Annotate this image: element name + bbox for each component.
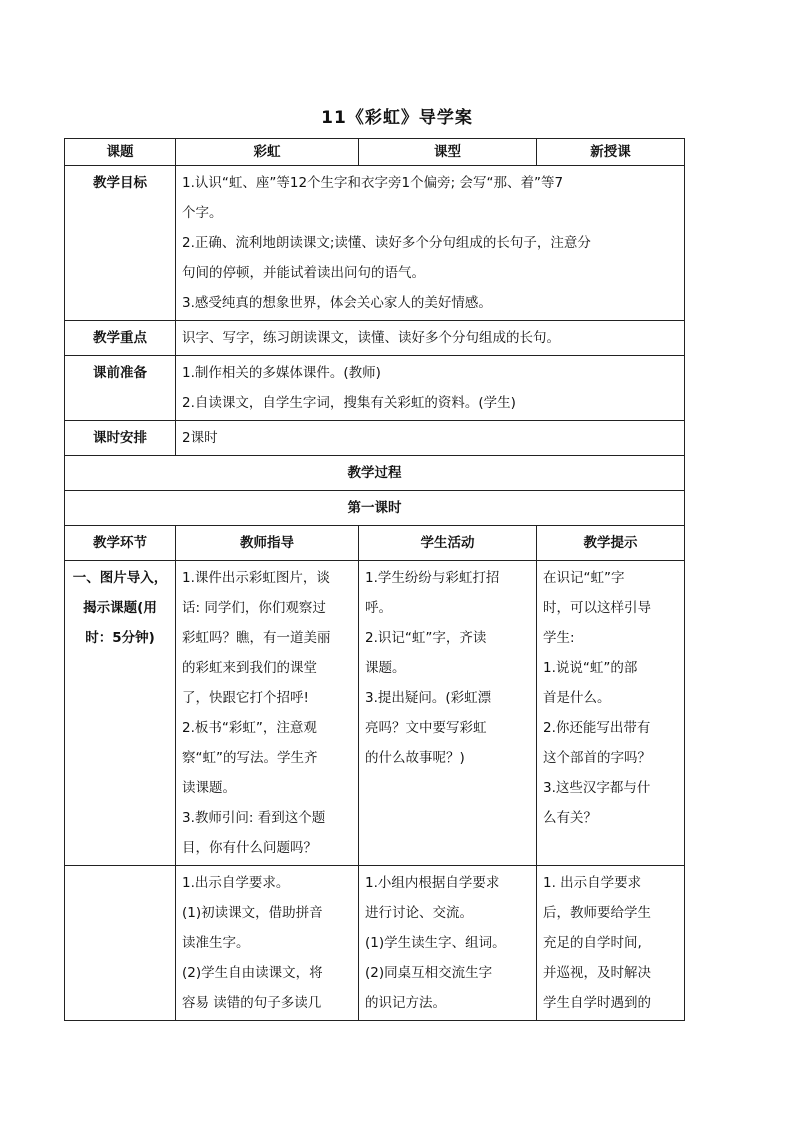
lesson-title-row	[65, 491, 685, 526]
stage1-teacher-line: 彩虹吗？瞧，有一道美丽	[182, 630, 331, 646]
preparation-content	[176, 356, 685, 421]
stage1-name-line: 时：5分钟)	[85, 630, 155, 646]
objectives-label: 教学目标	[65, 166, 176, 321]
stage1-tips	[537, 561, 685, 866]
stage2-tips-line: 并巡视，及时解决	[543, 965, 651, 981]
schedule-label: 课时安排	[65, 421, 176, 456]
stage1-student-line: 亮吗？文中要写彩虹	[365, 720, 487, 736]
stage2-name	[65, 866, 176, 1021]
objectives-content	[176, 166, 685, 321]
topic-value: 彩虹	[176, 139, 359, 166]
objectives-line: 句间的停顿，并能试着读出问句的语气。	[182, 265, 425, 281]
stage2-student	[359, 866, 537, 1021]
preparation-line: 2.自读课文，自学生字词，搜集有关彩虹的资料。(学生)	[182, 395, 516, 411]
page-title: 11《彩虹》导学案	[321, 108, 473, 128]
stage1-tips-line: 时，可以这样引导	[543, 600, 651, 616]
stage2-tips	[537, 866, 685, 1021]
stage1-student-line: 课题。	[365, 660, 406, 676]
stage1-student-line: 2.识记“虹”字，齐读	[365, 630, 487, 646]
stage1-student	[359, 561, 537, 866]
stage2-teacher	[176, 866, 359, 1021]
stage1-teacher-line: 的彩虹来到我们的课堂	[182, 660, 317, 676]
objectives-line: 个字。	[182, 205, 223, 221]
objectives-line: 1.认识“虹、座”等12个生字和衣字旁1个偏旁; 会写“那、着”等7	[182, 175, 564, 191]
stage1-teacher-line: 2.板书“彩虹”，注意观	[182, 720, 317, 736]
stage1-teacher-line: 了，快跟它打个招呼!	[182, 690, 309, 706]
stage1-tips-line: 么有关？	[543, 810, 597, 826]
stage1-teacher-line: 话: 同学们，你们观察过	[182, 600, 326, 616]
lesson-plan-table	[64, 138, 685, 1021]
stage1-student-line: 呼。	[365, 600, 392, 616]
column-header: 教师指导	[176, 526, 359, 561]
stage2-tips-line: 1. 出示自学要求	[543, 875, 642, 891]
stage1-name	[65, 561, 176, 866]
stage2-row	[65, 866, 685, 1021]
objectives-line: 2.正确、流利地朗读课文;读懂、读好多个分句组成的长句子，注意分	[182, 235, 591, 251]
header-row	[65, 139, 685, 166]
stage1-tips-line: 首是什么。	[543, 690, 611, 706]
stage1-teacher-line: 目，你有什么问题吗？	[182, 840, 317, 856]
stage1-teacher-line: 3.教师引问: 看到这个题	[182, 810, 326, 826]
stage2-teacher-line: 读准生字。	[182, 935, 250, 951]
stage2-tips-line: 学生自学时遇到的	[543, 995, 651, 1011]
stage2-tips-line: 充足的自学时间,	[543, 935, 642, 951]
type-value: 新授课	[537, 139, 685, 166]
objectives-row	[65, 166, 685, 321]
stage1-teacher	[176, 561, 359, 866]
column-header: 教学环节	[65, 526, 176, 561]
key-points-text: 识字、写字，练习朗读课文，读懂、读好多个分句组成的长句。	[176, 321, 685, 356]
stage1-tips-line: 2.你还能写出带有	[543, 720, 651, 736]
stage1-student-line: 的什么故事呢？)	[365, 750, 465, 766]
stage1-tips-line: 在识记“虹”字	[543, 570, 625, 586]
process-title: 教学过程	[65, 456, 685, 491]
stage2-teacher-line: (2)学生自由读课文，将	[182, 965, 323, 981]
stage2-student-line: 1.小组内根据自学要求	[365, 875, 500, 891]
stage1-name-line: 揭示课题(用	[83, 600, 157, 616]
type-label: 课型	[359, 139, 537, 166]
stage1-tips-line: 学生:	[543, 630, 575, 646]
lesson-title: 第一课时	[65, 491, 685, 526]
stage2-teacher-line: 容易 读错的句子多读几	[182, 995, 322, 1011]
schedule-text: 2课时	[176, 421, 685, 456]
objectives-line: 3.感受纯真的想象世界，体会关心家人的美好情感。	[182, 295, 492, 311]
stage1-student-line: 1.学生纷纷与彩虹打招	[365, 570, 500, 586]
stage1-tips-line: 1.说说“虹”的部	[543, 660, 638, 676]
preparation-line: 1.制作相关的多媒体课件。(教师)	[182, 365, 381, 381]
stage1-teacher-line: 察“虹”的写法。学生齐	[182, 750, 318, 766]
key-points-row	[65, 321, 685, 356]
process-title-row	[65, 456, 685, 491]
stage2-student-line: 的识记方法。	[365, 995, 446, 1011]
preparation-label: 课前准备	[65, 356, 176, 421]
stage2-student-line: (2)同桌互相交流生字	[365, 965, 493, 981]
stage2-tips-line: 后，教师要给学生	[543, 905, 651, 921]
stage2-student-line: (1)学生读生字、组词。	[365, 935, 506, 951]
stage1-tips-line: 3.这些汉字都与什	[543, 780, 651, 796]
stage2-student-line: 进行讨论、交流。	[365, 905, 473, 921]
stage1-student-line: 3.提出疑问。(彩虹漂	[365, 690, 492, 706]
stage1-row	[65, 561, 685, 866]
stage1-teacher-line: 读课题。	[182, 780, 236, 796]
preparation-row	[65, 356, 685, 421]
stage2-teacher-line: 1.出示自学要求。	[182, 875, 290, 891]
stage1-teacher-line: 1.课件出示彩虹图片，谈	[182, 570, 330, 586]
stage1-tips-line: 这个部首的字吗？	[543, 750, 651, 766]
column-header: 教学提示	[537, 526, 685, 561]
stage2-teacher-line: (1)初读课文，借助拼音	[182, 905, 323, 921]
key-points-label: 教学重点	[65, 321, 176, 356]
column-header-row	[65, 526, 685, 561]
topic-label: 课题	[65, 139, 176, 166]
schedule-row	[65, 421, 685, 456]
stage1-name-line: 一、图片导入，	[72, 570, 168, 586]
column-header: 学生活动	[359, 526, 537, 561]
